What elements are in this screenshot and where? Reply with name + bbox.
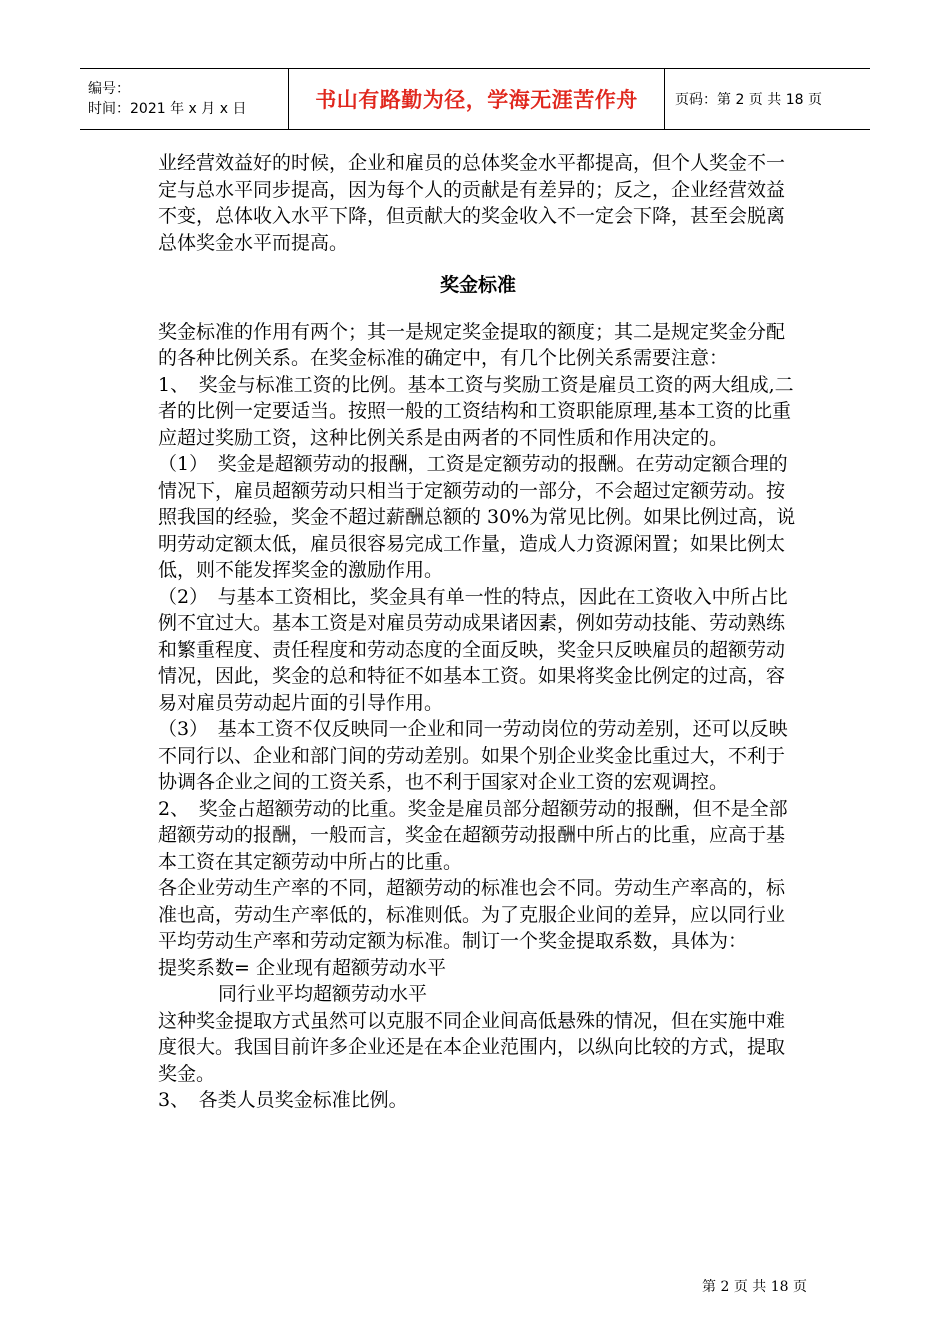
paragraph-9: 3、 各类人员奖金标准比例。 [158, 1089, 408, 1111]
header-meta [80, 69, 288, 129]
page-header [80, 68, 870, 130]
page-footer: 第 2 页 共 18 页 [702, 1279, 807, 1295]
paragraph-8: 这种奖金提取方式虽然可以克服不同企业间高低悬殊的情况，但在实施中难度很大。我国目前许多企业还是在本企业范围内，以纵向比较的方式，提取奖金。 [158, 1009, 786, 1085]
header-motto-cell [288, 69, 665, 129]
section-title: 奖金标准 [439, 274, 516, 296]
paragraph-3: （1） 奖金是超额劳动的报酬，工资是定额劳动的报酬。在劳动定额合理的情况下，雇员超额劳动只相当于定额劳动的一部分，不会超过定额劳动。按照我国的经验，奖金不超过薪酬总额的 30%为常见比例。如果比例过高，说明劳动定额太低，雇员很容易完成工作量，造成人力资源闲置；如果比例太低，则不能发挥奖金的激励作用。 [158, 453, 796, 581]
paragraph-4: （2） 与基本工资相比，奖金具有单一性的特点，因此在工资收入中所占比例不宜过大。基本工资是对雇员劳动成果诸因素，例如劳动技能、劳动熟练和繁重程度、责任程度和劳动态度的全面反映，奖金只反映雇员的超额劳动情况，因此，奖金的总和特征不如基本工资。如果将奖金比例定的过高，容易对雇员劳动起片面的引导作用。 [158, 585, 788, 714]
formula-numerator: 提奖系数= 企业现有超额劳动水平 [158, 956, 446, 979]
intro-paragraph: 业经营效益好的时候，企业和雇员的总体奖金水平都提高，但个人奖金不一定与总水平同步提高，因为每个人的贡献是有差异的；反之，企业经营效益不变，总体收入水平下降，但贡献大的奖金收入不一定会下降，甚至会脱离总体奖金水平而提高。 [158, 152, 786, 254]
paragraph-6: 2、 奖金占超额劳动的比重。奖金是雇员部分超额劳动的报酬，但不是全部超额劳动的报酬，一般而言，奖金在超额劳动报酬中所占的比重，应高于基本工资在其定额劳动中所占的比重。 [158, 797, 788, 873]
paragraph-5: （3） 基本工资不仅反映同一企业和同一劳动岗位的劳动差别，还可以反映不同行以、企业和部门间的劳动差别。如果个别企业奖金比重过大，不利于协调各企业之间的工资关系，也不利于国家对企业工资的宏观调控。 [158, 718, 788, 793]
formula-denominator: 同行业平均超额劳动水平 [218, 983, 428, 1005]
header-time: 时间：2021 年 x 月 x 日 [88, 101, 247, 117]
header-number: 编号： [88, 81, 130, 97]
header-motto: 书山有路勤为径，学海无涯苦作舟 [315, 88, 638, 112]
paragraph-2: 1、 奖金与标准工资的比例。基本工资与奖励工资是雇员工资的两大组成,二者的比例一定要适当。按照一般的工资结构和工资职能原理,基本工资的比重应超过奖励工资，这种比例关系是由两者的不同性质和作用决定的。 [158, 373, 794, 449]
document-body [158, 150, 798, 1114]
paragraph-7: 各企业劳动生产率的不同，超额劳动的标准也会不同。劳动生产率高的，标准也高，劳动生产率低的，标准则低。为了克服企业间的差异，应以同行业平均劳动生产率和劳动定额为标准。制订一个奖金提取系数，具体为： [158, 877, 786, 952]
header-page-code: 页码：第 2 页 共 18 页 [675, 92, 822, 108]
paragraph-1: 奖金标准的作用有两个；其一是规定奖金提取的额度；其二是规定奖金分配的各种比例关系。在奖金标准的确定中，有几个比例关系需要注意： [158, 320, 786, 369]
